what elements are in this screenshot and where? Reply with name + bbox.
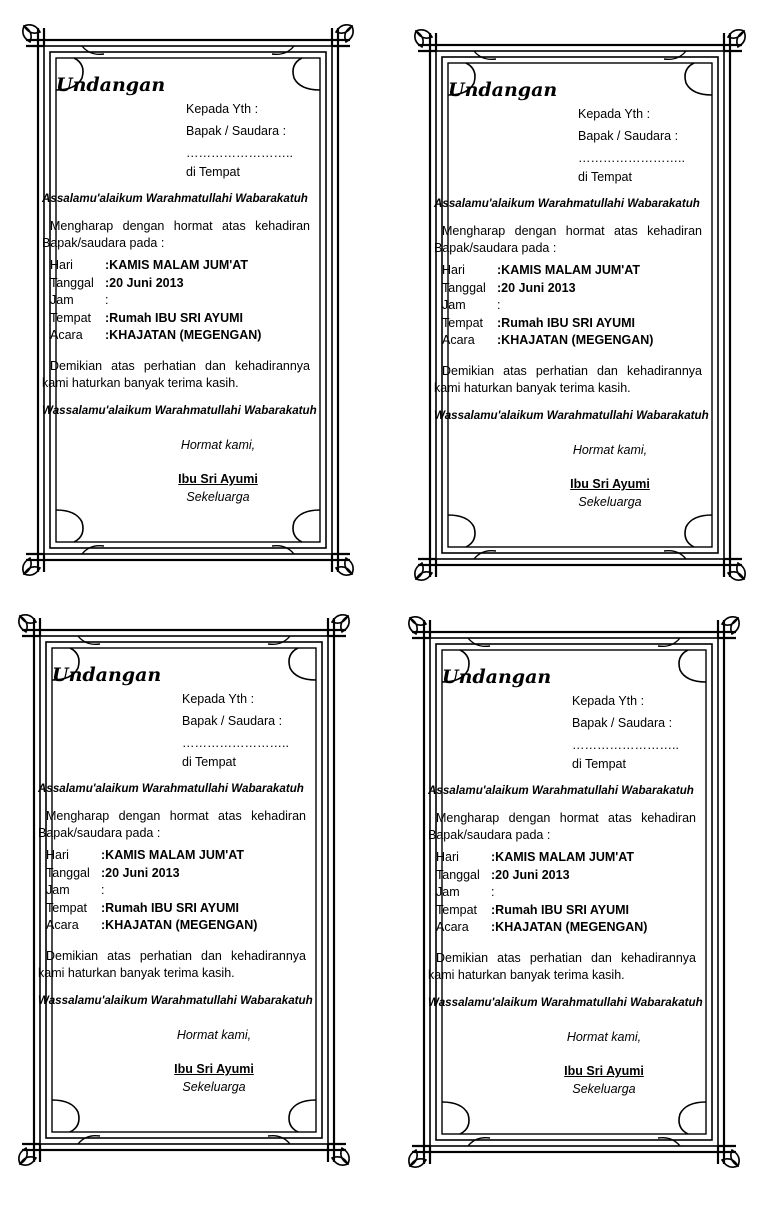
recipient-line: di Tempat: [186, 165, 240, 179]
intro-paragraph: [434, 223, 702, 257]
regards-text: Hormat kami,: [180, 438, 256, 452]
recipient-line: Bapak / Saudara :: [578, 129, 679, 143]
detail-row-acara: [436, 919, 647, 937]
detail-row-hari: [442, 262, 653, 280]
detail-value: :KAMIS MALAM JUM'AT: [491, 850, 634, 864]
detail-row-hari: [50, 257, 261, 275]
detail-value: :20 Juni 2013: [497, 280, 576, 295]
detail-value: :Rumah IBU SRI AYUMI: [497, 315, 635, 330]
greeting: Assalamu'alaikum Warahmatullahi Wabarakatuh: [434, 197, 700, 210]
detail-label: Jam: [436, 885, 460, 899]
detail-value: :KAMIS MALAM JUM'AT: [105, 258, 248, 272]
invitation-title: Undangan: [52, 664, 162, 686]
sender-family: Sekeluarga: [186, 490, 250, 504]
detail-label: Jam: [50, 293, 74, 307]
recipient-line: di Tempat: [578, 170, 632, 184]
invitation-card-2: [410, 25, 750, 585]
invitation-title: Undangan: [56, 74, 166, 96]
recipient-line: Bapak / Saudara :: [182, 714, 283, 728]
recipient-line: Bapak / Saudara :: [572, 716, 673, 730]
detail-label: Acara: [436, 920, 469, 934]
sender-name: Ibu Sri Ayumi: [178, 472, 258, 486]
detail-value: :KHAJATAN (MEGENGAN): [101, 918, 258, 932]
detail-row-tanggal: [436, 867, 647, 885]
recipient-line: Kepada Yth :: [186, 102, 259, 116]
detail-label: Hari: [442, 263, 465, 277]
closing-line: kami haturkan banyak terima kasih.: [38, 966, 235, 980]
invitation-title: Undangan: [448, 79, 558, 101]
detail-value: :Rumah IBU SRI AYUMI: [105, 310, 243, 325]
detail-value: :20 Juni 2013: [491, 867, 570, 882]
detail-row-hari: [46, 847, 257, 865]
farewell: Wassalamu'alaikum Warahmatullahi Wabarakatuh: [38, 994, 313, 1007]
detail-label: Tanggal: [50, 275, 94, 290]
intro-line: Bapak/saudara pada :: [428, 828, 551, 842]
detail-label: Hari: [46, 848, 69, 862]
sender-family: Sekeluarga: [572, 1082, 636, 1096]
closing-line: kami haturkan banyak terima kasih.: [434, 381, 631, 395]
invitation-card-1: [18, 20, 358, 580]
intro-line: Bapak/saudara pada :: [42, 236, 165, 250]
intro-paragraph: [42, 218, 310, 252]
recipient-line: ……………………..: [572, 738, 679, 752]
detail-value: :: [497, 298, 501, 312]
detail-row-tempat: [442, 315, 653, 333]
detail-value: :KAMIS MALAM JUM'AT: [497, 263, 640, 277]
closing-line: kami haturkan banyak terima kasih.: [42, 376, 239, 390]
intro-line: Mengharap dengan hormat atas kehadiran: [436, 811, 696, 825]
regards-text: Hormat kami,: [566, 1030, 642, 1044]
intro-line: Bapak/saudara pada :: [38, 826, 161, 840]
detail-label: Jam: [46, 883, 70, 897]
detail-label: Acara: [442, 333, 475, 347]
closing-paragraph: [434, 363, 702, 397]
event-details: [50, 257, 261, 345]
detail-value: :KHAJATAN (MEGENGAN): [497, 333, 654, 347]
detail-label: Tanggal: [442, 280, 486, 295]
intro-line: Bapak/saudara pada :: [434, 241, 557, 255]
regards-text: Hormat kami,: [572, 443, 648, 457]
intro-paragraph: [38, 808, 306, 842]
detail-value: :: [491, 885, 495, 899]
detail-value: :KHAJATAN (MEGENGAN): [491, 920, 648, 934]
detail-value: :KHAJATAN (MEGENGAN): [105, 328, 262, 342]
greeting: Assalamu'alaikum Warahmatullahi Wabarakatuh: [428, 784, 694, 797]
detail-row-jam: [50, 292, 261, 310]
detail-row-tanggal: [46, 865, 257, 883]
detail-value: :: [105, 293, 109, 307]
recipient-line: ……………………..: [578, 151, 685, 165]
detail-label: Jam: [442, 298, 466, 312]
sender-family: Sekeluarga: [578, 495, 642, 509]
detail-row-hari: [436, 849, 647, 867]
recipient-line: Bapak / Saudara :: [186, 124, 287, 138]
recipient-line: ……………………..: [186, 146, 293, 160]
closing-line: Demikian atas perhatian dan kehadirannya: [50, 359, 310, 373]
farewell: Wassalamu'alaikum Warahmatullahi Wabarakatuh: [42, 404, 317, 417]
closing-line: kami haturkan banyak terima kasih.: [428, 968, 625, 982]
intro-line: Mengharap dengan hormat atas kehadiran: [442, 224, 702, 238]
closing-paragraph: [428, 950, 696, 984]
detail-value: :KAMIS MALAM JUM'AT: [101, 848, 244, 862]
recipient-line: Kepada Yth :: [182, 692, 255, 706]
closing-line: Demikian atas perhatian dan kehadirannya: [46, 949, 306, 963]
intro-line: Mengharap dengan hormat atas kehadiran: [46, 809, 306, 823]
detail-label: Tempat: [442, 315, 483, 330]
event-details: [442, 262, 653, 350]
detail-row-tanggal: [50, 275, 261, 293]
farewell: Wassalamu'alaikum Warahmatullahi Wabarakatuh: [434, 409, 709, 422]
detail-row-tempat: [50, 310, 261, 328]
invitation-card-3: [14, 610, 354, 1170]
detail-row-acara: [442, 332, 653, 350]
detail-row-jam: [436, 884, 647, 902]
detail-row-acara: [50, 327, 261, 345]
recipient-line: ……………………..: [182, 736, 289, 750]
detail-row-acara: [46, 917, 257, 935]
detail-row-jam: [442, 297, 653, 315]
detail-value: :Rumah IBU SRI AYUMI: [491, 902, 629, 917]
intro-line: Mengharap dengan hormat atas kehadiran: [50, 219, 310, 233]
event-details: [436, 849, 647, 937]
intro-paragraph: [428, 810, 696, 844]
detail-label: Tempat: [46, 900, 87, 915]
detail-value: :20 Juni 2013: [105, 275, 184, 290]
closing-paragraph: [42, 358, 310, 392]
detail-row-tempat: [46, 900, 257, 918]
event-details: [46, 847, 257, 935]
detail-row-jam: [46, 882, 257, 900]
sender-name: Ibu Sri Ayumi: [570, 477, 650, 491]
recipient-line: di Tempat: [572, 757, 626, 771]
sender-family: Sekeluarga: [182, 1080, 246, 1094]
closing-line: Demikian atas perhatian dan kehadirannya: [436, 951, 696, 965]
recipient-line: Kepada Yth :: [578, 107, 651, 121]
invitation-title: Undangan: [442, 666, 552, 688]
greeting: Assalamu'alaikum Warahmatullahi Wabarakatuh: [38, 782, 304, 795]
detail-label: Hari: [50, 258, 73, 272]
detail-value: :20 Juni 2013: [101, 865, 180, 880]
farewell: Wassalamu'alaikum Warahmatullahi Wabarakatuh: [428, 996, 703, 1009]
detail-label: Acara: [50, 328, 83, 342]
invitation-card-4: [404, 612, 744, 1172]
detail-value: :Rumah IBU SRI AYUMI: [101, 900, 239, 915]
closing-line: Demikian atas perhatian dan kehadirannya: [442, 364, 702, 378]
detail-row-tanggal: [442, 280, 653, 298]
detail-label: Tanggal: [436, 867, 480, 882]
sender-name: Ibu Sri Ayumi: [174, 1062, 254, 1076]
detail-label: Acara: [46, 918, 79, 932]
recipient-line: di Tempat: [182, 755, 236, 769]
sender-name: Ibu Sri Ayumi: [564, 1064, 644, 1078]
detail-row-tempat: [436, 902, 647, 920]
recipient-line: Kepada Yth :: [572, 694, 645, 708]
greeting: Assalamu'alaikum Warahmatullahi Wabarakatuh: [42, 192, 308, 205]
detail-label: Tempat: [436, 902, 477, 917]
closing-paragraph: [38, 948, 306, 982]
detail-label: Tanggal: [46, 865, 90, 880]
detail-value: :: [101, 883, 105, 897]
detail-label: Tempat: [50, 310, 91, 325]
regards-text: Hormat kami,: [176, 1028, 252, 1042]
detail-label: Hari: [436, 850, 459, 864]
